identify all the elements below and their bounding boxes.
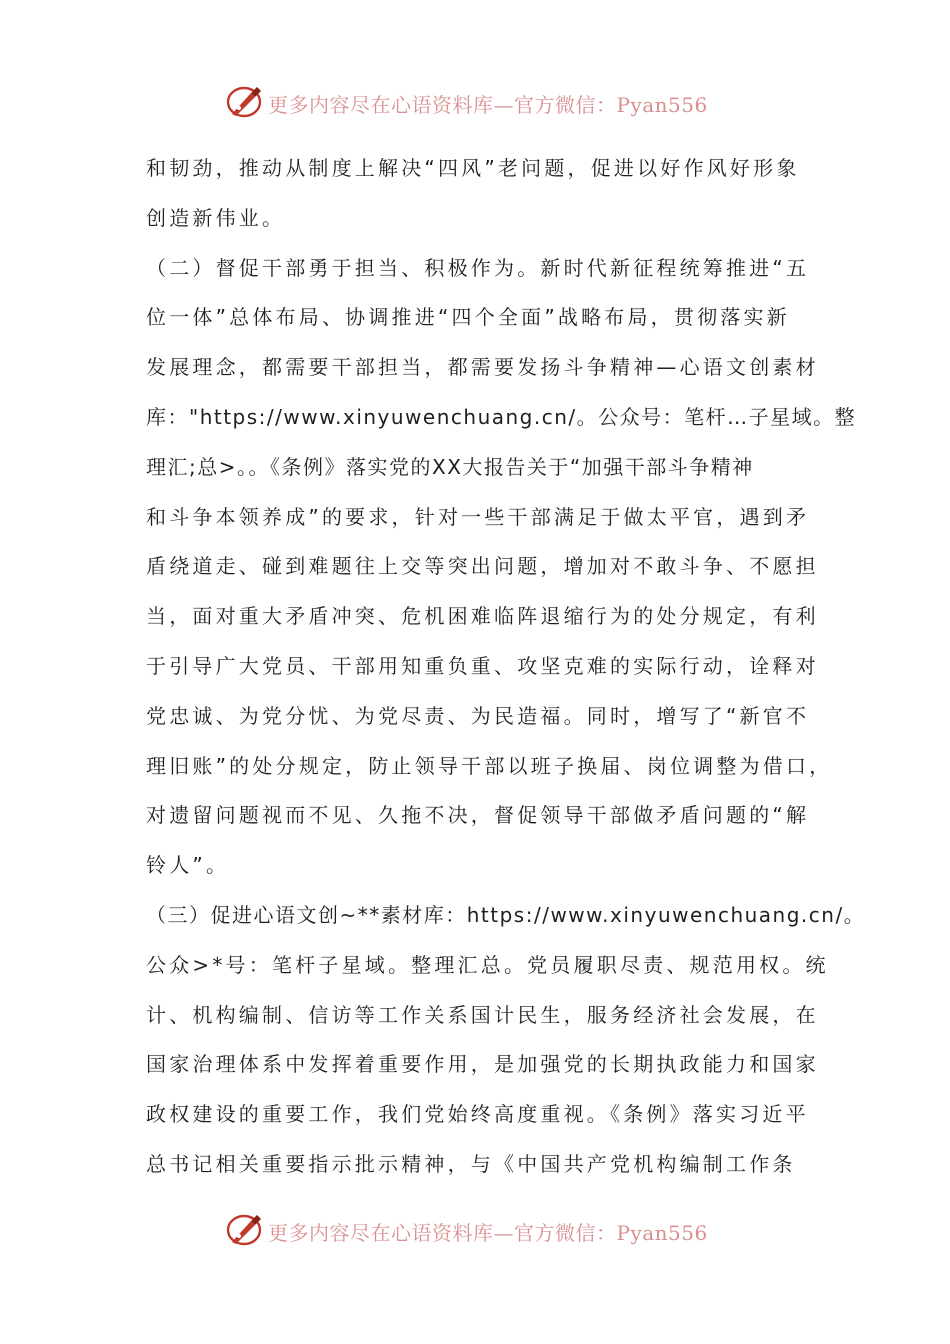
paragraph-line: 计、机构编制、信访等工作关系国计民生，服务经济社会发展，在 — [146, 1002, 819, 1027]
paragraph-line: （二）督促干部勇于担当、积极作为。新时代新征程统筹推进“五 — [146, 255, 810, 280]
paragraph-line: 公众>*号：笔杆子星域。整理汇总。党员履职尽责、规范用权。统 — [146, 952, 829, 977]
paragraph-line: 政权建设的重要工作，我们党始终高度重视。《条例》落实习近平 — [146, 1102, 809, 1127]
pen-nib-logo-icon — [224, 84, 264, 120]
watermark-text: 更多内容尽在心语资料库—官方微信：Pyan556 — [268, 1221, 708, 1245]
paragraph-line: 国家治理体系中发挥着重要作用，是加强党的长期执政能力和国家 — [146, 1052, 819, 1077]
paragraph-line: 总书记相关重要指示批示精神，与《中国共产党机构编制工作条 — [146, 1151, 796, 1176]
header-watermark-banner — [0, 80, 950, 124]
paragraph-line: 和斗争本领养成”的要求，针对一些干部满足于做太平官，遇到矛 — [146, 504, 810, 529]
paragraph-line: 于引导广大党员、干部用知重负重、攻坚克难的实际行动，诠释对 — [146, 653, 819, 678]
paragraph-line: 理旧账”的处分规定，防止领导干部以班子换届、岗位调整为借口， — [146, 753, 833, 778]
document-body — [146, 150, 866, 1196]
paragraph-line: 创造新伟业。 — [146, 205, 286, 230]
paragraph-line: 理汇;总>。。《条例》落实党的XX大报告关于“加强干部斗争精神 — [146, 454, 754, 479]
paragraph-line: 对遗留问题视而不见、久拖不决，督促领导干部做矛盾问题的“解 — [146, 803, 810, 828]
pen-nib-logo-icon — [224, 1212, 264, 1248]
paragraph-line: 党忠诚、为党分忧、为党尽责、为民造福。同时，增写了“新官不 — [146, 703, 810, 728]
paragraph-line: （三）促进心语文创~**素材库：https://www.xinyuwenchuang.cn/。 — [146, 902, 866, 927]
paragraph-line: 发展理念，都需要干部担当，都需要发扬斗争精神—心语文创素材 — [146, 355, 819, 380]
watermark-text: 更多内容尽在心语资料库—官方微信：Pyan556 — [268, 93, 708, 117]
paragraph-line: 当，面对重大矛盾冲突、危机困难临阵退缩行为的处分规定，有利 — [146, 604, 819, 629]
paragraph-line: 和韧劲，推动从制度上解决“四风”老问题，促进以好作风好形象 — [146, 156, 800, 180]
paragraph-line: 盾绕道走、碰到难题往上交等突出问题，增加对不敢斗争、不愿担 — [146, 554, 819, 579]
paragraph-line: 铃人”。 — [146, 853, 230, 878]
footer-watermark-banner — [0, 1208, 950, 1252]
paragraph-line: 位一体”总体布局、协调推进“四个全面”战略布局，贯彻落实新 — [146, 305, 790, 330]
paragraph-line: 库："https://www.xinyuwenchuang.cn/。公众号：笔杆…子星域。整 — [146, 404, 857, 429]
